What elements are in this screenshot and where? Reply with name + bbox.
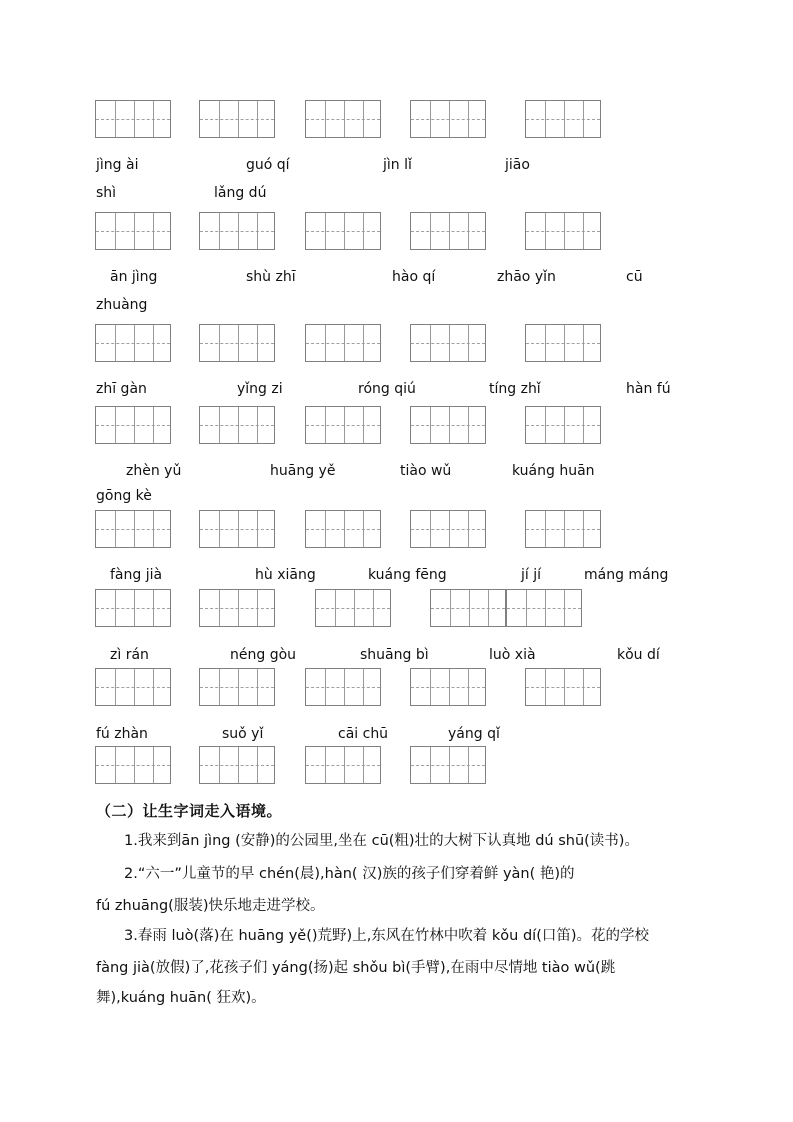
sentence-2: 2.“六一”儿童节的早 chén(晨),hàn( 汉)族的孩子们穿着鲜 yàn( 艳)的 (124, 866, 575, 882)
writing-box (199, 324, 275, 362)
section-title: （二）让生字词走入语境。 (96, 802, 283, 820)
pinyin-word: zì rán (110, 647, 149, 663)
writing-box (525, 510, 601, 548)
pinyin-word: tiào wǔ (400, 463, 452, 479)
pinyin-word: luò xià (489, 647, 536, 663)
pinyin-word: shuāng bì (360, 647, 429, 663)
pinyin-word: zhèn yǔ (126, 463, 182, 479)
pinyin-word: cāi chū (338, 726, 389, 742)
writing-box (199, 668, 275, 706)
pinyin-word: shù zhī (246, 269, 296, 285)
pinyin-word: fàng jià (110, 567, 163, 583)
pinyin-word: lǎng dú (214, 185, 267, 201)
writing-box (305, 406, 381, 444)
pinyin-word: huāng yě (270, 463, 336, 479)
writing-box (199, 406, 275, 444)
pinyin-word: zhuàng (96, 297, 148, 313)
writing-box (199, 212, 275, 250)
pinyin-word: yáng qǐ (448, 726, 500, 742)
pinyin-word: ān jìng (110, 269, 158, 285)
sentence-2-cont: fú zhuāng(服装)快乐地走进学校。 (96, 898, 325, 914)
pinyin-word: jìn lǐ (383, 157, 412, 173)
writing-box (95, 100, 171, 138)
writing-box (525, 212, 601, 250)
pinyin-word: gōng kè (96, 488, 152, 504)
writing-box (305, 510, 381, 548)
writing-box (199, 510, 275, 548)
sentence-1: 1.我来到ān jìng (安静)的公园里,坐在 cū(粗)壮的大树下认真地 dú shū(读书)。 (124, 833, 639, 849)
pinyin-word: kǒu dí (617, 647, 660, 663)
pinyin-word: shì (96, 185, 117, 201)
pinyin-word: zhī gàn (96, 381, 147, 397)
pinyin-word: máng máng (584, 567, 669, 583)
writing-box (410, 668, 486, 706)
writing-box (506, 589, 582, 627)
pinyin-word: tíng zhǐ (489, 381, 541, 397)
writing-box (95, 406, 171, 444)
pinyin-word: hào qí (392, 269, 436, 285)
writing-box (410, 406, 486, 444)
writing-box (410, 510, 486, 548)
writing-box (95, 668, 171, 706)
writing-box (305, 746, 381, 784)
writing-box (525, 406, 601, 444)
pinyin-word: hàn fú (626, 381, 671, 397)
writing-box (430, 589, 506, 627)
pinyin-word: kuáng huān (512, 463, 595, 479)
writing-box (410, 746, 486, 784)
writing-box (305, 100, 381, 138)
sentence-3: 3.春雨 luò(落)在 huāng yě()荒野)上,东风在竹林中吹着 kǒu dí(口笛)。花的学校 (124, 928, 650, 944)
pinyin-word: jí jí (521, 567, 542, 583)
writing-box (199, 589, 275, 627)
pinyin-word: zhāo yǐn (497, 269, 556, 285)
writing-box (305, 212, 381, 250)
writing-box (95, 510, 171, 548)
pinyin-word: róng qiú (358, 381, 416, 397)
writing-box (525, 324, 601, 362)
sentence-3-end: 舞),kuáng huān( 狂欢)。 (96, 990, 266, 1006)
writing-box (95, 746, 171, 784)
writing-box (410, 212, 486, 250)
pinyin-word: yǐng zi (237, 381, 283, 397)
pinyin-word: néng gòu (230, 647, 297, 663)
writing-box (95, 324, 171, 362)
writing-box (305, 668, 381, 706)
pinyin-word: jìng ài (96, 157, 139, 173)
pinyin-word: fú zhàn (96, 726, 148, 742)
writing-box (199, 100, 275, 138)
pinyin-word: kuáng fēng (368, 567, 447, 583)
writing-box (199, 746, 275, 784)
pinyin-word: suǒ yǐ (222, 726, 264, 742)
writing-box (315, 589, 391, 627)
writing-box (525, 100, 601, 138)
sentence-3-cont: fàng jià(放假)了,花孩子们 yáng(扬)起 shǒu bì(手臂),在雨中尽情地 tiào wǔ(跳 (96, 960, 616, 976)
pinyin-word: jiāo (505, 157, 530, 173)
pinyin-word: hù xiāng (255, 567, 316, 583)
writing-box (95, 589, 171, 627)
writing-box (410, 100, 486, 138)
writing-box (305, 324, 381, 362)
pinyin-word: guó qí (246, 157, 290, 173)
writing-box (410, 324, 486, 362)
writing-box (95, 212, 171, 250)
writing-box (525, 668, 601, 706)
pinyin-word: cū (626, 269, 643, 285)
